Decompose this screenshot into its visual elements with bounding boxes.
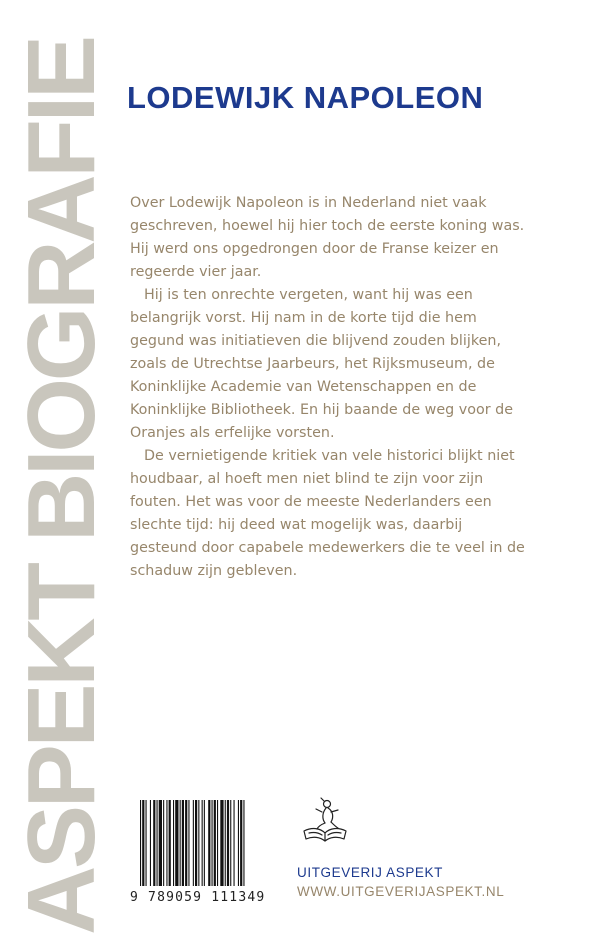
series-label: ASPEKT BIOGRAFIE (8, 15, 115, 935)
barcode-bars (140, 800, 278, 886)
barcode-bar (227, 800, 229, 886)
blurb-paragraph-2: Hij is ten onrechte vergeten, want hij was een belangrijk vorst. Hij nam in de korte tijd die hem gegund was initiatieven die blijvend zouden blijken, zoals de Utrechtse Jaarbeurs, het Rijksmuseum, de Koninklijke Academie van Wetenschappen en de Koninklijke Bibliotheek. En hij baande de weg voor de Oranjes als erfelijke vorsten. (130, 287, 514, 441)
barcode-bar (220, 800, 223, 886)
barcode-bar (217, 800, 218, 886)
barcode-bar (243, 800, 244, 886)
blurb-text (130, 192, 525, 583)
barcode-bar (159, 800, 162, 886)
publisher-name: UITGEVERIJ ASPEKT (297, 865, 443, 880)
barcode-bar (234, 800, 235, 886)
barcode-bar (169, 800, 171, 886)
barcode-bar (208, 800, 210, 886)
blurb-paragraph-1: Over Lodewijk Napoleon is in Nederland niet vaak geschreven, hoewel hij hier toch de eerste koning was. Hij werd ons opgedrongen door de Franse keizer en regeerde vier jaar. (130, 195, 525, 280)
barcode-bar (175, 800, 178, 886)
isbn-barcode (130, 800, 280, 910)
barcode-bar (153, 800, 155, 886)
barcode-bar (146, 800, 147, 886)
blurb-paragraph-3: De vernietigende kritiek van vele historici blijkt niet houdbaar, al hoeft men niet blind te zijn voor zijn fouten. Het was voor de meeste Nederlanders een slechte tijd: hij deed wat mogelijk was, daarbij gesteund door capabele medewerkers die te veel in de schaduw zijn gebleven. (130, 448, 525, 579)
barcode-bar (195, 800, 197, 886)
barcode-bar (188, 800, 189, 886)
barcode-bar (214, 800, 216, 886)
barcode-bar (140, 800, 141, 886)
series-label-vertical (6, 0, 116, 950)
barcode-bar (198, 800, 199, 886)
isbn-digits: 9 789059 111349 (130, 890, 266, 905)
barcode-bar (185, 800, 187, 886)
barcode-bar (180, 800, 181, 886)
barcode-bar (157, 800, 158, 886)
barcode-bar (182, 800, 184, 886)
barcode-bar (202, 800, 203, 886)
publisher-url[interactable]: WWW.UITGEVERIJASPEKT.NL (297, 884, 505, 899)
barcode-bar (238, 800, 239, 886)
barcode-bar (166, 800, 167, 886)
reading-figure-icon (300, 797, 350, 843)
barcode-bar (204, 800, 205, 886)
barcode-bar (240, 800, 242, 886)
barcode-bar (173, 800, 174, 886)
barcode-bar (230, 800, 231, 886)
barcode-bar (150, 800, 151, 886)
barcode-bar (142, 800, 144, 886)
barcode-bar (193, 800, 194, 886)
barcode-bar (225, 800, 226, 886)
book-title: LODEWIJK NAPOLEON (127, 80, 484, 115)
barcode-bar (212, 800, 213, 886)
barcode-bar (163, 800, 164, 886)
